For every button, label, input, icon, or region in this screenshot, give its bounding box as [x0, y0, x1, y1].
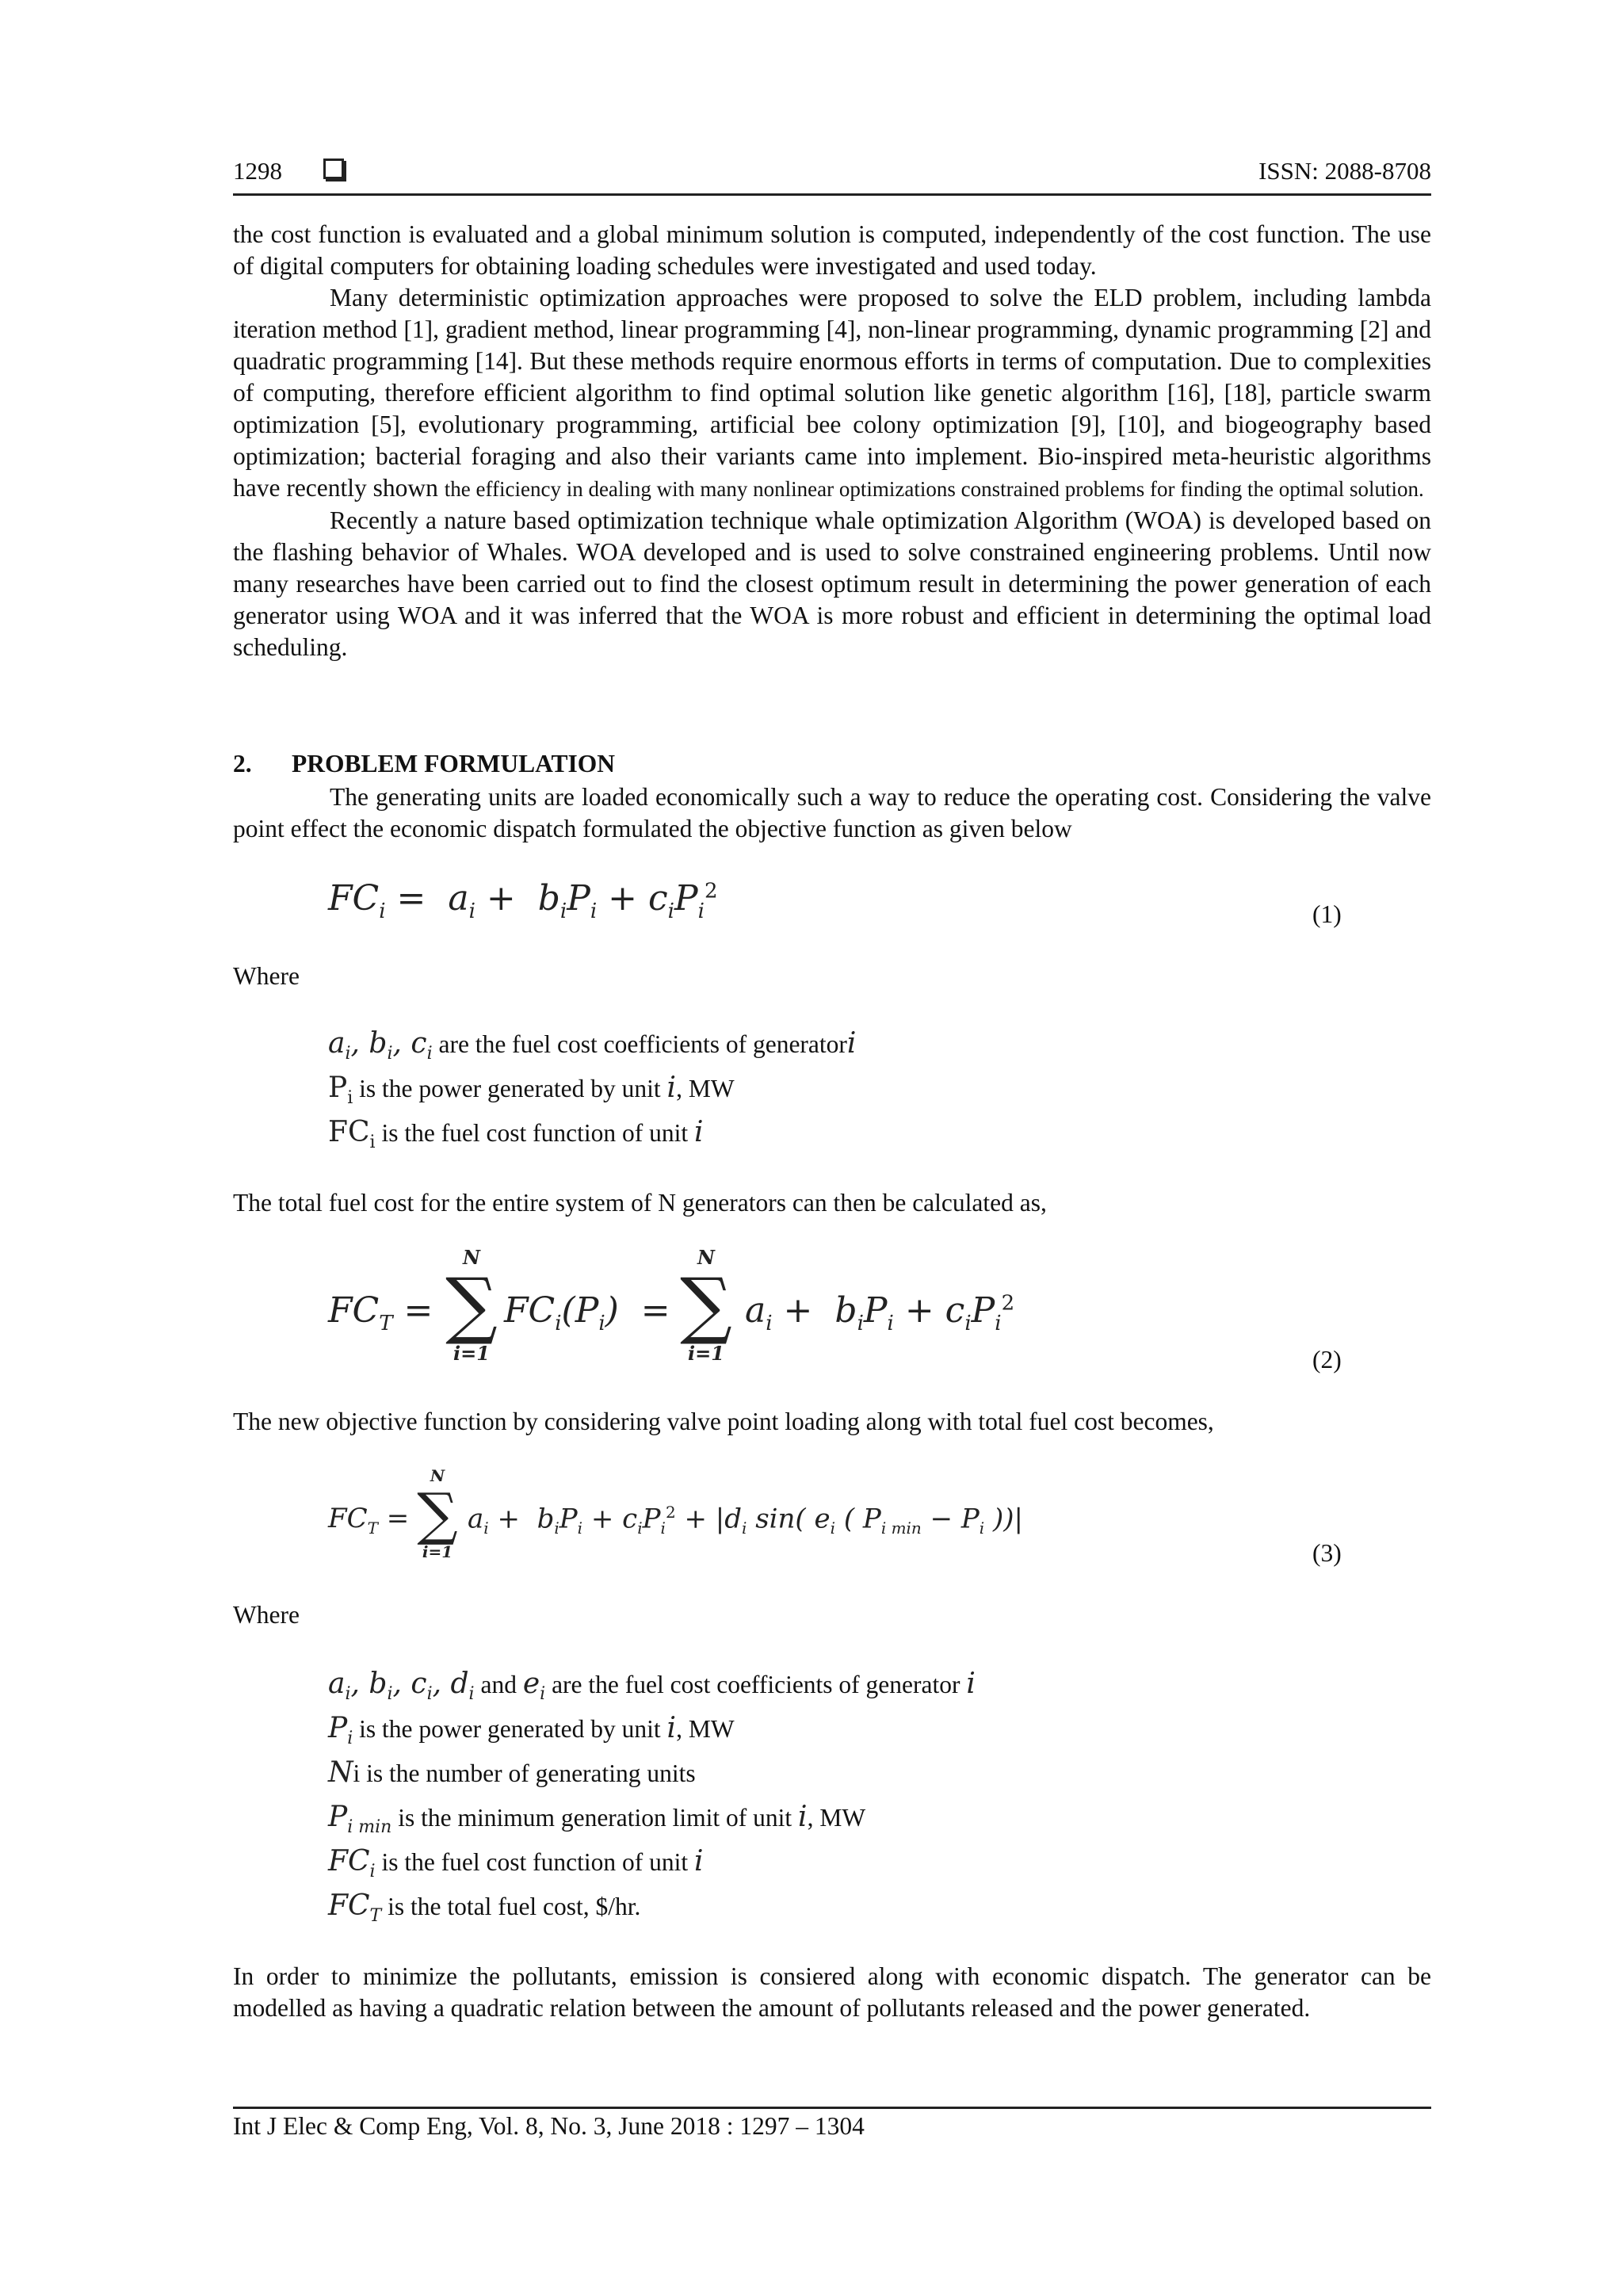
definition-item: Ni is the number of generating units: [328, 1756, 696, 1789]
paragraph: The generating units are loaded economically such a way to reduce the operating cost. Considering the valve point effect the economic dispatch formulated the objective function as given below: [233, 783, 1431, 842]
where-label: Where: [233, 962, 300, 990]
equation-number: (3): [1312, 1539, 1342, 1567]
paragraph: the cost function is evaluated and a global minimum solution is computed, independently of the cost function. The use of digital computers for obtaining loading schedules were investigated and used today.: [233, 220, 1431, 280]
closing-text: [233, 1961, 1431, 2024]
intro-text: [233, 219, 1431, 663]
section-title: PROBLEM FORMULATION: [292, 750, 616, 777]
page-header: [233, 155, 1431, 196]
equation-number: (2): [1312, 1346, 1342, 1373]
section-text: [233, 781, 1431, 845]
definition-item: $a_i$, $b_i$, $c_i$ are the fuel cost coefficients of generatori: [328, 1027, 857, 1064]
new-objective-text: The new objective function by considering valve point loading along with total fuel cost becomes,: [233, 1408, 1214, 1435]
total-cost-text: The total fuel cost for the entire system of N generators can then be calculated as,: [233, 1189, 1047, 1217]
paragraph-tail: the efficiency in dealing with many nonlinear optimizations constrained problems for finding the optimal solution.: [444, 477, 1424, 501]
definitions-2: [328, 1668, 976, 1934]
definition-item: $P_i$ is the power generated by unit i, MW: [328, 1072, 735, 1109]
equation-2-lhs: $FC_T$ =: [328, 1290, 433, 1335]
sigma-icon: N ∑ i=1: [445, 1246, 498, 1365]
equation-1: $FC_i = a_i + b_iP_i + c_iP_i^2$: [328, 878, 718, 923]
page-footer: Int J Elec & Comp Eng, Vol. 8, No. 3, June 2018 : 1297 – 1304: [233, 2107, 1431, 2141]
equation-3-rhs: $a_i + b_iP_i + c_iP_i^2 + |d_i$ sin( $e_i$ ( $P_{i min} - P_i$ ))|: [468, 1503, 1023, 1538]
where-label: Where: [233, 1601, 300, 1629]
sigma-icon: N ∑ i=1: [417, 1466, 458, 1561]
definition-item: $P_i$ is the power generated by unit i, MW: [328, 1712, 735, 1749]
definition-item: $FC_i$ is the fuel cost function of unit i: [328, 1845, 704, 1882]
paragraph: In order to minimize the pollutants, emission is consiered along with economic dispatch. The generator can be modelled as having a quadratic relation between the amount of pollutants released and the power generated.: [233, 1962, 1431, 2022]
square-bullet-icon: [323, 159, 344, 179]
paragraph-main: Many deterministic optimization approaches were proposed to solve the ELD problem, including lambda iteration method [1], gradient method, linear programming [4], non-linear programming, dynamic programming [2] and quadratic programming [14]. But these methods require enormous efforts in terms of computation. Due to complexities of computing, therefore efficient algorithm to find optimal solution like genetic algorithm [16], [18], particle swarm optimization [5], evolutionary programming, artificial bee colony optimization [9], [10], and biogeography based optimization; bacterial foraging and also their variants came into implement. Bio-inspired meta-heuristic algorithms have recently shown: [233, 284, 1431, 502]
paragraph: Recently a nature based optimization technique whale optimization Algorithm (WOA) is developed based on the flashing behavior of Whales. WOA developed and is used to solve constrained engineering problems. Until now many researches have been carried out to find the closest optimum result in determining the power generation of each generator using WOA and it was inferred that the WOA is more robust and efficient in determining the optimal load scheduling.: [233, 506, 1431, 661]
section-number: 2.: [233, 750, 252, 777]
issn: ISSN: 2088-8708: [1258, 157, 1431, 185]
equation-number: (1): [1312, 900, 1342, 928]
definition-item: $P_{i min}$ is the minimum generation limit of unit i, MW: [328, 1801, 866, 1838]
paragraph: [233, 282, 1431, 505]
definition-item: $FC_T$ is the total fuel cost, $/hr.: [328, 1889, 641, 1927]
equation-2-mid: $FC_i(P_i)$ =: [504, 1290, 670, 1335]
sigma-icon: N ∑ i=1: [680, 1246, 732, 1365]
definitions-1: [328, 1027, 856, 1160]
equation-2-rhs: $a_i + b_iP_i + c_iP_i^2$: [745, 1290, 1015, 1335]
definition-item: $FC_i$ is the fuel cost function of unit i: [328, 1116, 704, 1153]
equation-3-lhs: $FC_T$ =: [328, 1503, 410, 1538]
section-heading: [233, 750, 615, 778]
page-number: 1298: [233, 157, 282, 185]
definition-item: $a_i$, $b_i$, $c_i$, $d_i$ and $e_i$ are the fuel cost coefficients of generator i: [328, 1668, 976, 1705]
